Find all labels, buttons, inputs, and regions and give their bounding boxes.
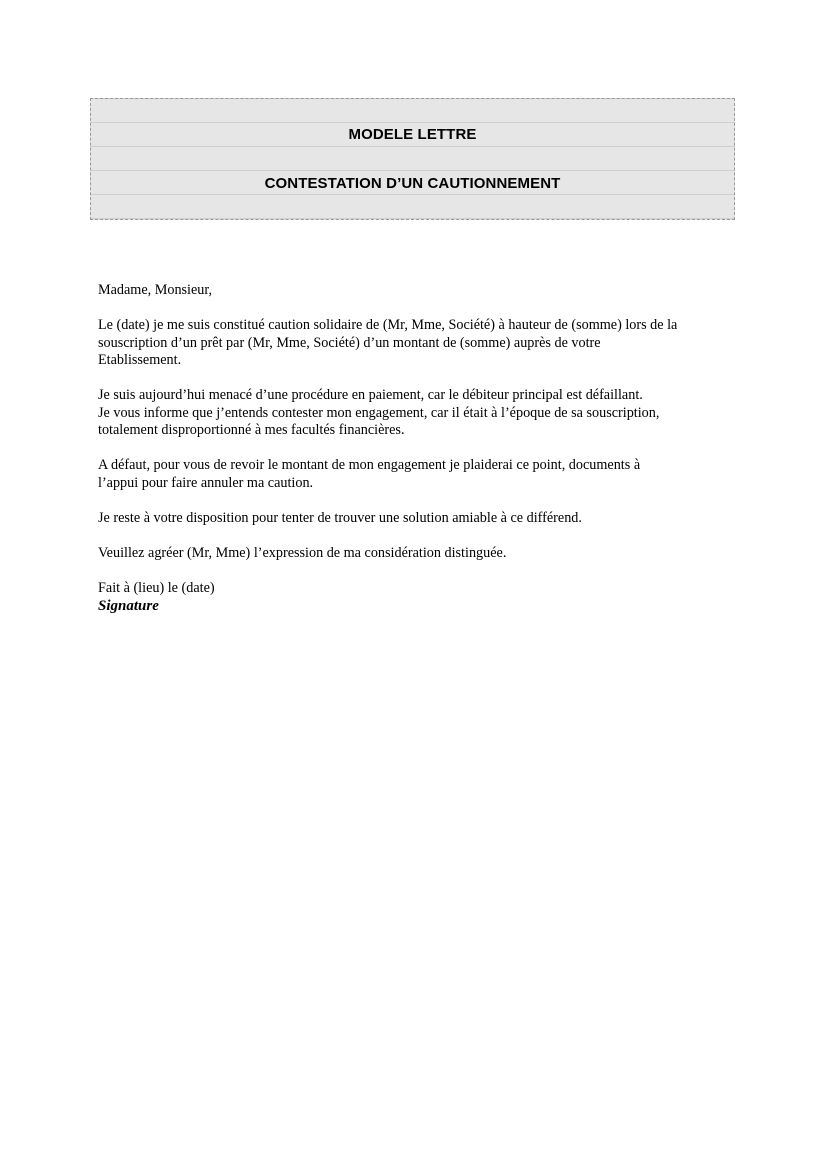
document-title: MODELE LETTRE (348, 126, 477, 143)
letter-salutation: Madame, Monsieur, (98, 282, 213, 298)
document-subtitle: CONTESTATION D’UN CAUTIONNEMENT (264, 175, 561, 192)
letter-paragraph-1: Le (date) je me suis constitué caution solidaire de (Mr, Mme, Société) à hauteur de (somme) lors de la souscription d’un prêt par (Mr, Mme, Société) d’un montant de (somme) auprès de votre Etablissement. (98, 317, 678, 368)
letter-paragraph-2: Je suis aujourd’hui menacé d’une procédure en paiement, car le débiteur principal est défaillant. Je vous informe que j’entends contester mon engagement, car il était à l’époque de sa souscription, totalement disproportionné à mes facultés financières. (98, 387, 660, 438)
letter-paragraph-4: Je reste à votre disposition pour tenter de trouver une solution amiable à ce différend. (98, 509, 582, 526)
letter-place-date: Fait à (lieu) le (date) (98, 579, 215, 596)
letter-signature: Signature (98, 598, 159, 614)
document-header-box (90, 98, 735, 220)
letter-paragraph-5: Veuillez agréer (Mr, Mme) l’expression de ma considération distinguée. (98, 544, 507, 561)
letter-body (98, 282, 738, 616)
letter-paragraph-3: A défaut, pour vous de revoir le montant de mon engagement je plaiderai ce point, documents à l’appui pour faire annuler ma caution. (98, 457, 641, 491)
